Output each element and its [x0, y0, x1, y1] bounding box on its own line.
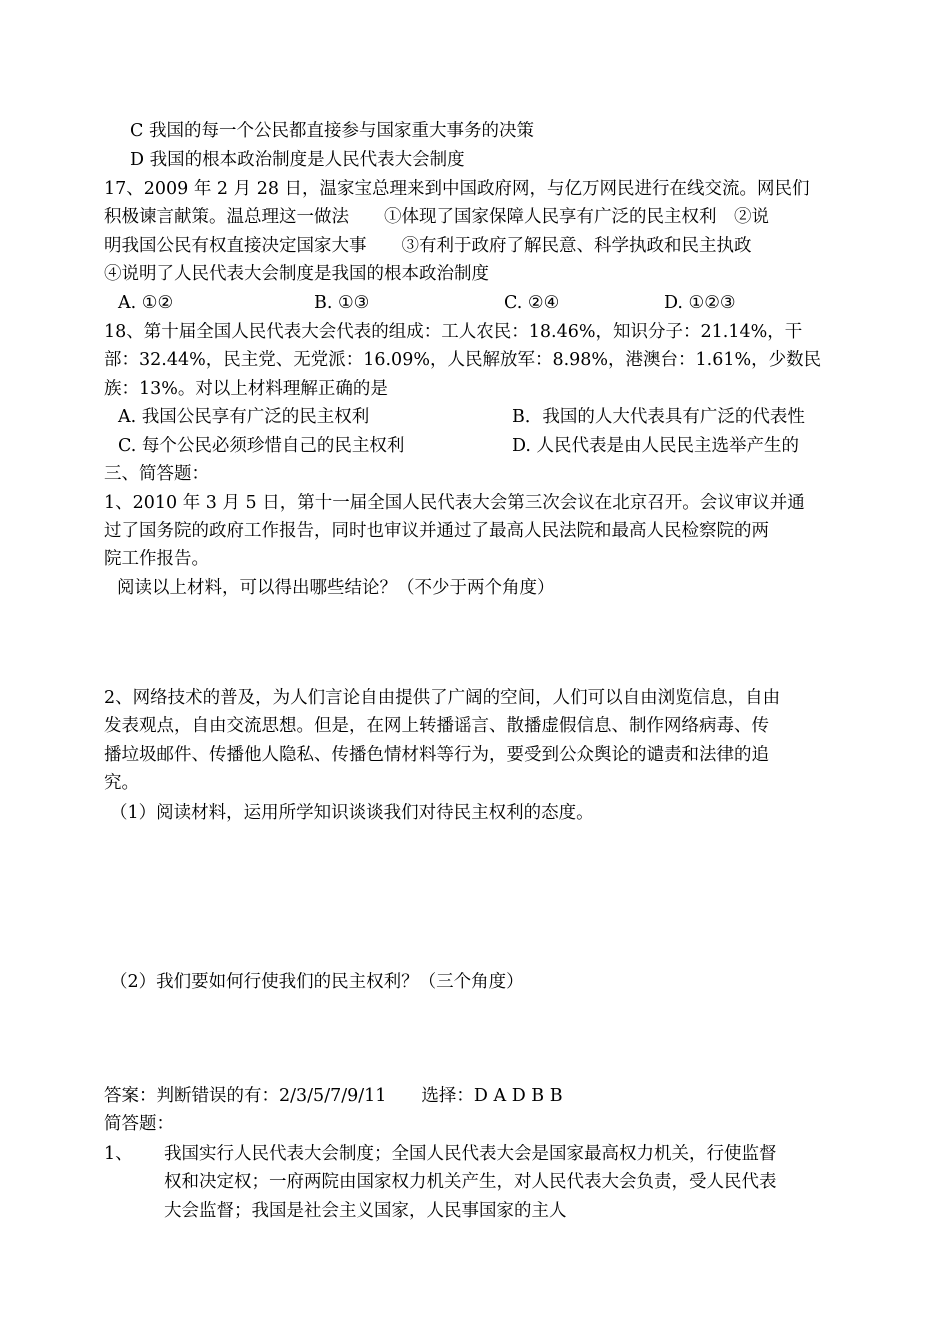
q16-option-c: C 我国的每一个公民都直接参与国家重大事务的决策 [130, 121, 534, 141]
answer-1-line2: 权和决定权；一府两院由国家权力机关产生，对人民代表大会负责，受人民代表 [164, 1172, 777, 1192]
q18-option-a: A. 我国公民享有广泛的民主权利 [118, 407, 370, 427]
q18-stem-line3: 族：13%。对以上材料理解正确的是 [104, 379, 388, 399]
q18-stem-line1: 18、第十届全国人民代表大会代表的组成：工人农民：18.46%，知识分子：21.14%，干 [104, 322, 803, 342]
q18-option-b: B．我国的人大代表具有广泛的代表性 [512, 407, 805, 427]
sa-q1-line2: 过了国务院的政府工作报告，同时也审议并通过了最高人民法院和最高人民检察院的两 [104, 521, 769, 541]
q18-option-c: C. 每个公民必须珍惜自己的民主权利 [118, 436, 405, 456]
sa-q2-line1: 2、网络技术的普及，为人们言论自由提供了广阔的空间，人们可以自由浏览信息，自由 [104, 688, 781, 708]
q17-options [118, 291, 858, 315]
answer-1-number: 1、 [104, 1144, 133, 1164]
q16-option-d: D 我国的根本政治制度是人民代表大会制度 [130, 150, 465, 170]
q18-options-row1 [118, 405, 858, 429]
answers-heading: 简答题： [104, 1114, 174, 1134]
sa-q1-line3: 院工作报告。 [104, 549, 209, 569]
sa-q2-line4: 究。 [104, 773, 139, 793]
sa-q1-line1: 1、2010 年 3 月 5 日，第十一届全国人民代表大会第三次会议在北京召开。会议审议并通 [104, 493, 805, 513]
q17-stem-line2: 积极谏言献策。温总理这一做法 ①体现了国家保障人民享有广泛的民主权利 ②说 [104, 207, 769, 227]
q17-option-b: B. ①③ [314, 293, 370, 313]
q18-stem-line2: 部：32.44%，民主党、无党派：16.09%，人民解放军：8.98%，港澳台：1.61%，少数民 [104, 350, 822, 370]
q17-stem-line4: ④说明了人民代表大会制度是我国的根本政治制度 [104, 264, 489, 284]
sa-q2-sub2: （2）我们要如何行使我们的民主权利？（三个角度） [110, 972, 524, 992]
q17-option-a: A. ①② [118, 293, 174, 313]
sa-q2-sub1: （1）阅读材料，运用所学知识谈谈我们对待民主权利的态度。 [110, 803, 594, 823]
q17-stem-line1: 17、2009 年 2 月 28 日，温家宝总理来到中国政府网，与亿万网民进行在线交流。网民们 [104, 179, 810, 199]
sa-q2-line2: 发表观点，自由交流思想。但是，在网上转播谣言、散播虚假信息、制作网络病毒、传 [104, 716, 769, 736]
q17-option-d: D. ①②③ [664, 293, 736, 313]
q17-option-c: C. ②④ [504, 293, 560, 313]
q18-option-d: D. 人民代表是由人民民主选举产生的 [512, 436, 800, 456]
sa-q2-line3: 播垃圾邮件、传播他人隐私、传播色情材料等行为，要受到公众舆论的谴责和法律的追 [104, 745, 769, 765]
answer-1-line3: 大会监督；我国是社会主义国家，人民事国家的主人 [164, 1201, 567, 1221]
section3-heading: 三、简答题： [104, 464, 209, 484]
q17-stem-line3: 明我国公民有权直接决定国家大事 ③有利于政府了解民意、科学执政和民主执政 [104, 236, 752, 256]
q18-options-row2 [118, 434, 858, 458]
answers-line: 答案：判断错误的有：2/3/5/7/9/11 选择：D A D B B [104, 1086, 563, 1106]
sa-q1-prompt: 阅读以上材料，可以得出哪些结论？（不少于两个角度） [117, 578, 555, 598]
answer-1-line1: 我国实行人民代表大会制度；全国人民代表大会是国家最高权力机关，行使监督 [164, 1144, 777, 1164]
